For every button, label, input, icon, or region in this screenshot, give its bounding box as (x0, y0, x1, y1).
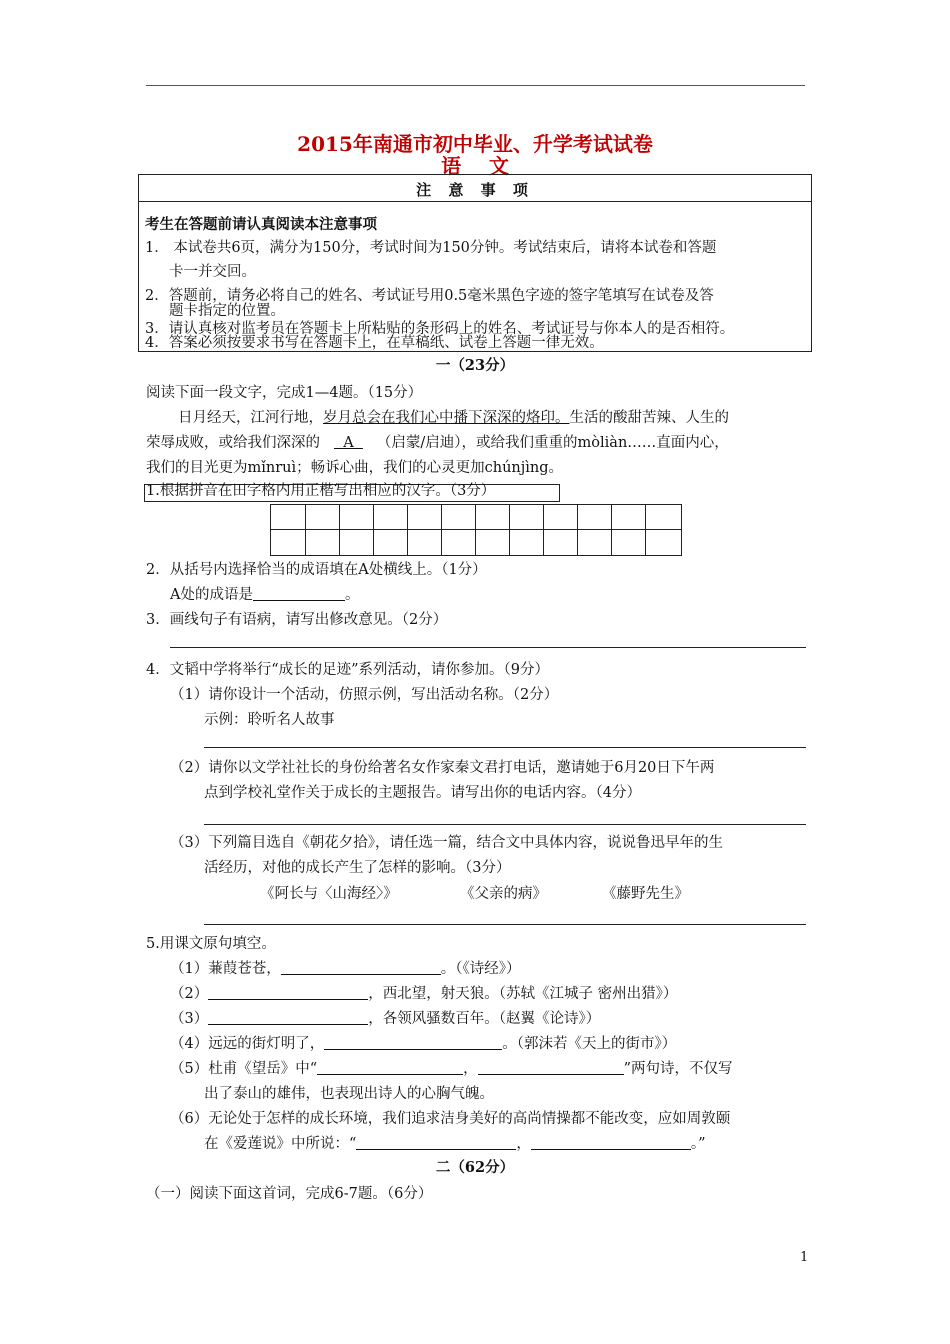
q2-answer-blank[interactable] (253, 585, 345, 601)
q4-1-text: （1）请你设计一个活动，仿照示例，写出活动名称。（2分） (170, 687, 559, 703)
grid-col-line (577, 505, 578, 555)
passage-line-3: 我们的目光更为mǐnruì；畅诉心曲，我们的心灵更加chúnjìng。 (146, 460, 564, 476)
section2-heading: 二（62分） (435, 1159, 515, 1176)
q5-3-num: （3） (170, 1011, 209, 1027)
grid-col-line (509, 505, 510, 555)
q4-2-answer-line[interactable] (204, 824, 806, 825)
essay-title-3: 《藤野先生》 (602, 886, 689, 902)
exam-title: 2015年南通市初中毕业、升学考试试卷 (297, 132, 653, 156)
q5-1-text: （1）蒹葭苍苍， (170, 961, 281, 977)
q5-2-row (170, 984, 677, 1004)
notice-item-2: 2．答题前，请务必将自己的姓名、考试证号用0.5毫米黑色字迹的签字笔填写在试卷及答 (145, 288, 714, 304)
q5-5-cont: 出了泰山的雄伟，也表现出诗人的心胸气魄。 (204, 1086, 494, 1102)
notice-item-1: 1． 本试卷共6页，满分为150分，考试时间为150分钟。考试结束后，请将本试卷和答题 (145, 240, 717, 256)
essay-title-2: 《父亲的病》 (460, 886, 547, 902)
essay-title-1: 《阿长与〈山海经〉》 (260, 886, 398, 902)
q5-5-text: （5）杜甫《望岳》中“ (170, 1061, 318, 1077)
q4-text: 4．文韬中学将举行“成长的足迹”系列活动，请你参加。（9分） (146, 662, 550, 678)
q5-2-text: ，西北望，射天狼。（苏轼《江城子 密州出猎》） (368, 986, 678, 1002)
q5-6-row (204, 1134, 706, 1154)
q4-1-example: 示例：聆听名人故事 (204, 712, 335, 728)
q2-answer-row (170, 585, 359, 605)
subject-title: 语 文 (441, 154, 509, 178)
q5-6-text-cont: 在《爱莲说》中所说：“ (204, 1136, 357, 1152)
notice-intro: 考生在答题前请认真阅读本注意事项 (145, 216, 377, 233)
grid-col-line (645, 505, 646, 555)
grid-col-line (373, 505, 374, 555)
grid-col-line (611, 505, 612, 555)
q4-2-text: （2）请你以文学社社长的身份给著名女作家秦文君打电话，邀请她于6月20日下午两 (170, 760, 715, 776)
q5-6-comma: ， (516, 1136, 531, 1152)
passage-line-2 (146, 433, 729, 453)
q5-3-row (170, 1009, 600, 1029)
q5-5-blank-1[interactable] (317, 1059, 463, 1075)
q4-2-text-cont: 点到学校礼堂作关于成长的主题报告。请写出你的电话内容。（4分） (204, 785, 641, 801)
q5-1-blank[interactable] (281, 959, 441, 975)
notice-item-4: 4．答案必须按要求书写在答题卡上，在草稿纸、试卷上答题一律无效。 (145, 335, 604, 351)
q5-3-blank[interactable] (208, 1009, 368, 1025)
tianzige-grid[interactable] (270, 504, 682, 556)
section1-intro: 阅读下面一段文字，完成1—4题。（15分） (146, 385, 423, 401)
q5-4-blank[interactable] (324, 1034, 502, 1050)
q5-text: 5.用课文原句填空。 (146, 936, 276, 952)
q5-5-comma: ， (463, 1061, 478, 1077)
notice-item-3: 3．请认真核对监考员在答题卡上所粘贴的条形码上的姓名、考试证号与你本人的是否相符。 (145, 321, 735, 337)
notice-item-1-cont: 卡一并交回。 (169, 264, 256, 280)
q5-4-text: （4）远远的街灯明了， (170, 1036, 325, 1052)
grid-mid-line (271, 529, 681, 530)
q3-answer-line[interactable] (170, 647, 806, 648)
grid-col-line (543, 505, 544, 555)
q2-text: 2．从括号内选择恰当的成语填在A处横线上。（1分） (146, 562, 487, 578)
passage-text: （启蒙/启迪），或给我们重重的mòliàn……直面内心， (376, 435, 729, 451)
notice-item-2-cont: 题卡指定的位置。 (169, 303, 285, 319)
q5-6-text: （6）无论处于怎样的成长环境，我们追求洁身美好的高尚情操都不能改变，应如周敦颐 (170, 1111, 731, 1127)
grid-col-line (475, 505, 476, 555)
q5-1-row (170, 959, 520, 979)
notice-box (138, 174, 812, 352)
passage-text: 荣辱成败，或给我们深深的 (146, 435, 320, 451)
q5-5-text-end: ”两句诗，不仅写 (623, 1061, 733, 1077)
section1-heading: 一（23分） (435, 357, 515, 374)
q5-5-blank-2[interactable] (478, 1059, 624, 1075)
q5-5-row (170, 1059, 733, 1079)
q5-1-source: 。（《诗经》） (440, 961, 521, 977)
q5-6-blank-2[interactable] (531, 1134, 691, 1150)
q4-3-answer-line[interactable] (204, 924, 806, 925)
q4-3-text-cont: 活经历，对他的成长产生了怎样的影响。（3分） (204, 860, 511, 876)
q2-answer-label: A处的成语是 (170, 587, 253, 603)
passage-line-1 (178, 408, 729, 428)
grid-col-line (305, 505, 306, 555)
notice-divider (139, 201, 811, 202)
grid-col-line (339, 505, 340, 555)
q5-2-blank[interactable] (208, 984, 368, 1000)
q2-answer-end: 。 (344, 587, 360, 603)
passage-text: 日月经天，江河行地， (178, 410, 323, 426)
q5-4-source: 。（郭沫若《天上的街市》） (502, 1036, 677, 1052)
grid-col-line (441, 505, 442, 555)
section2-intro: （一）阅读下面这首词，完成6-7题。（6分） (146, 1186, 433, 1202)
q4-3-text: （3）下列篇目选自《朝花夕拾》，请任选一篇，结合文中具体内容，说说鲁迅早年的生 (170, 835, 723, 851)
q5-3-text: ，各领风骚数百年。（赵翼《论诗》） (368, 1011, 601, 1027)
q5-6-blank-1[interactable] (356, 1134, 516, 1150)
q5-6-end: 。” (690, 1136, 706, 1152)
q3-text: 3．画线句子有语病，请写出修改意见。（2分） (146, 612, 448, 628)
underlined-sentence: 岁月总会在我们心中播下深深的烙印。 (323, 410, 570, 426)
q5-4-row (170, 1034, 676, 1054)
notice-heading: 注 意 事 项 (416, 181, 534, 199)
q5-2-num: （2） (170, 986, 209, 1002)
passage-text: 生活的酸甜苦辣、人生的 (569, 410, 729, 426)
grid-col-line (407, 505, 408, 555)
blank-a: A (334, 435, 363, 451)
q4-1-answer-line[interactable] (204, 747, 806, 748)
q1-text: 1.根据拼音在田字格内用正楷写出相应的汉字。（3分） (146, 483, 496, 499)
header-rule (146, 85, 805, 86)
page-number: 1 (800, 1250, 809, 1265)
